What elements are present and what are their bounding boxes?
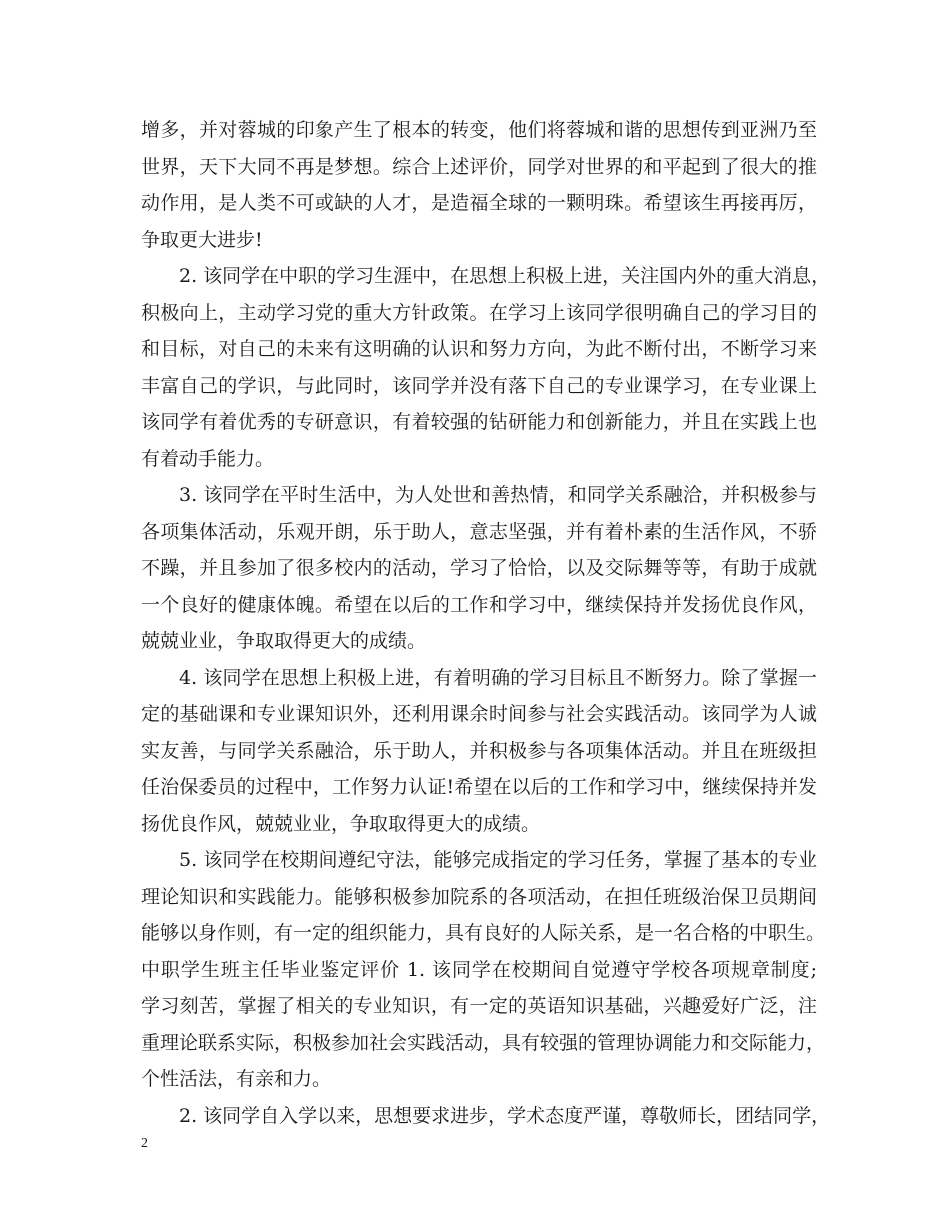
paragraph xyxy=(141,112,817,258)
document-body xyxy=(141,112,831,1134)
text-line: 一个良好的健康体魄。希望在以后的工作和学习中，继续保持并发扬优良作风， xyxy=(141,593,817,616)
text-line: 能够以身作则，有一定的组织能力，具有良好的人际关系，是一名合格的中职生。 xyxy=(141,922,826,944)
text-line: 理论知识和实践能力。能够积极参加院系的各项活动，在担任班级治保卫员期间 xyxy=(141,885,817,908)
text-line: 积极向上，主动学习党的重大方针政策。在学习上该同学很明确自己的学习目的 xyxy=(141,301,817,324)
text-line: 有着动手能力。 xyxy=(141,447,275,470)
paragraph xyxy=(141,258,831,477)
text-line: 4. 该同学在思想上积极上进，有着明确的学习目标且不断努力。除了掌握一 xyxy=(179,666,817,689)
paragraph xyxy=(141,1098,831,1135)
text-line: 2. 该同学在中职的学习生涯中，在思想上积极上进，关注国内外的重大消息， xyxy=(179,265,831,287)
paragraph xyxy=(141,477,817,660)
text-line: 各项集体活动，乐观开朗，乐于助人，意志坚强，并有着朴素的生活作风，不骄 xyxy=(141,520,817,543)
text-line: 5. 该同学在校期间遵纪守法，能够完成指定的学习任务，掌握了基本的专业 xyxy=(179,849,817,871)
text-line: 2. 该同学自入学以来，思想要求进步，学术态度严谨，尊敬师长，团结同学， xyxy=(179,1104,831,1127)
text-line: 不躁，并且参加了很多校内的活动，学习了恰恰，以及交际舞等等，有助于成就 xyxy=(141,557,817,579)
page-number: 2 xyxy=(141,1136,148,1151)
text-line: 实友善，与同学关系融洽，乐于助人，并积极参与各项集体活动。并且在班级担 xyxy=(141,739,817,762)
text-line: 丰富自己的学识，与此同时，该同学并没有落下自己的专业课学习，在专业课上 xyxy=(141,374,817,397)
text-line: 重理论联系实际，积极参加社会实践活动，具有较强的管理协调能力和交际能力， xyxy=(141,1031,826,1054)
text-line: 任治保委员的过程中，工作努力认证!希望在以后的工作和学习中，继续保持并发 xyxy=(141,776,817,798)
text-line: 增多，并对蓉城的印象产生了根本的转变，他们将蓉城和谐的思想传到亚洲乃至 xyxy=(141,119,817,141)
text-line: 和目标，对自己的未来有这明确的认识和努力方向，为此不断付出，不断学习来 xyxy=(141,338,817,360)
text-line: 扬优良作风，兢兢业业，争取取得更大的成绩。 xyxy=(141,812,541,835)
text-line: 世界，天下大同不再是梦想。综合上述评价，同学对世界的和平起到了很大的推 xyxy=(141,155,817,178)
text-line: 中职学生班主任毕业鉴定评价 1. 该同学在校期间自觉遵守学校各项规章制度; xyxy=(141,958,817,981)
text-line: 该同学有着优秀的专研意识，有着较强的钻研能力和创新能力，并且在实践上也 xyxy=(141,411,817,433)
text-line: 动作用，是人类不可或缺的人才，是造福全球的一颗明珠。希望该生再接再厉， xyxy=(141,192,817,214)
text-line: 个性活法，有亲和力。 xyxy=(141,1068,332,1090)
text-line: 学习刻苦，掌握了相关的专业知识，有一定的英语知识基础，兴趣爱好广泛，注 xyxy=(141,995,817,1017)
text-line: 兢兢业业，争取取得更大的成绩。 xyxy=(141,630,427,652)
text-line: 3. 该同学在平时生活中，为人处世和善热情，和同学关系融洽，并积极参与 xyxy=(179,484,817,506)
paragraph xyxy=(141,660,817,843)
paragraph xyxy=(141,842,826,1098)
text-line: 争取更大进步! xyxy=(141,228,263,251)
text-line: 定的基础课和专业课知识外，还利用课余时间参与社会实践活动。该同学为人诚 xyxy=(141,703,817,725)
